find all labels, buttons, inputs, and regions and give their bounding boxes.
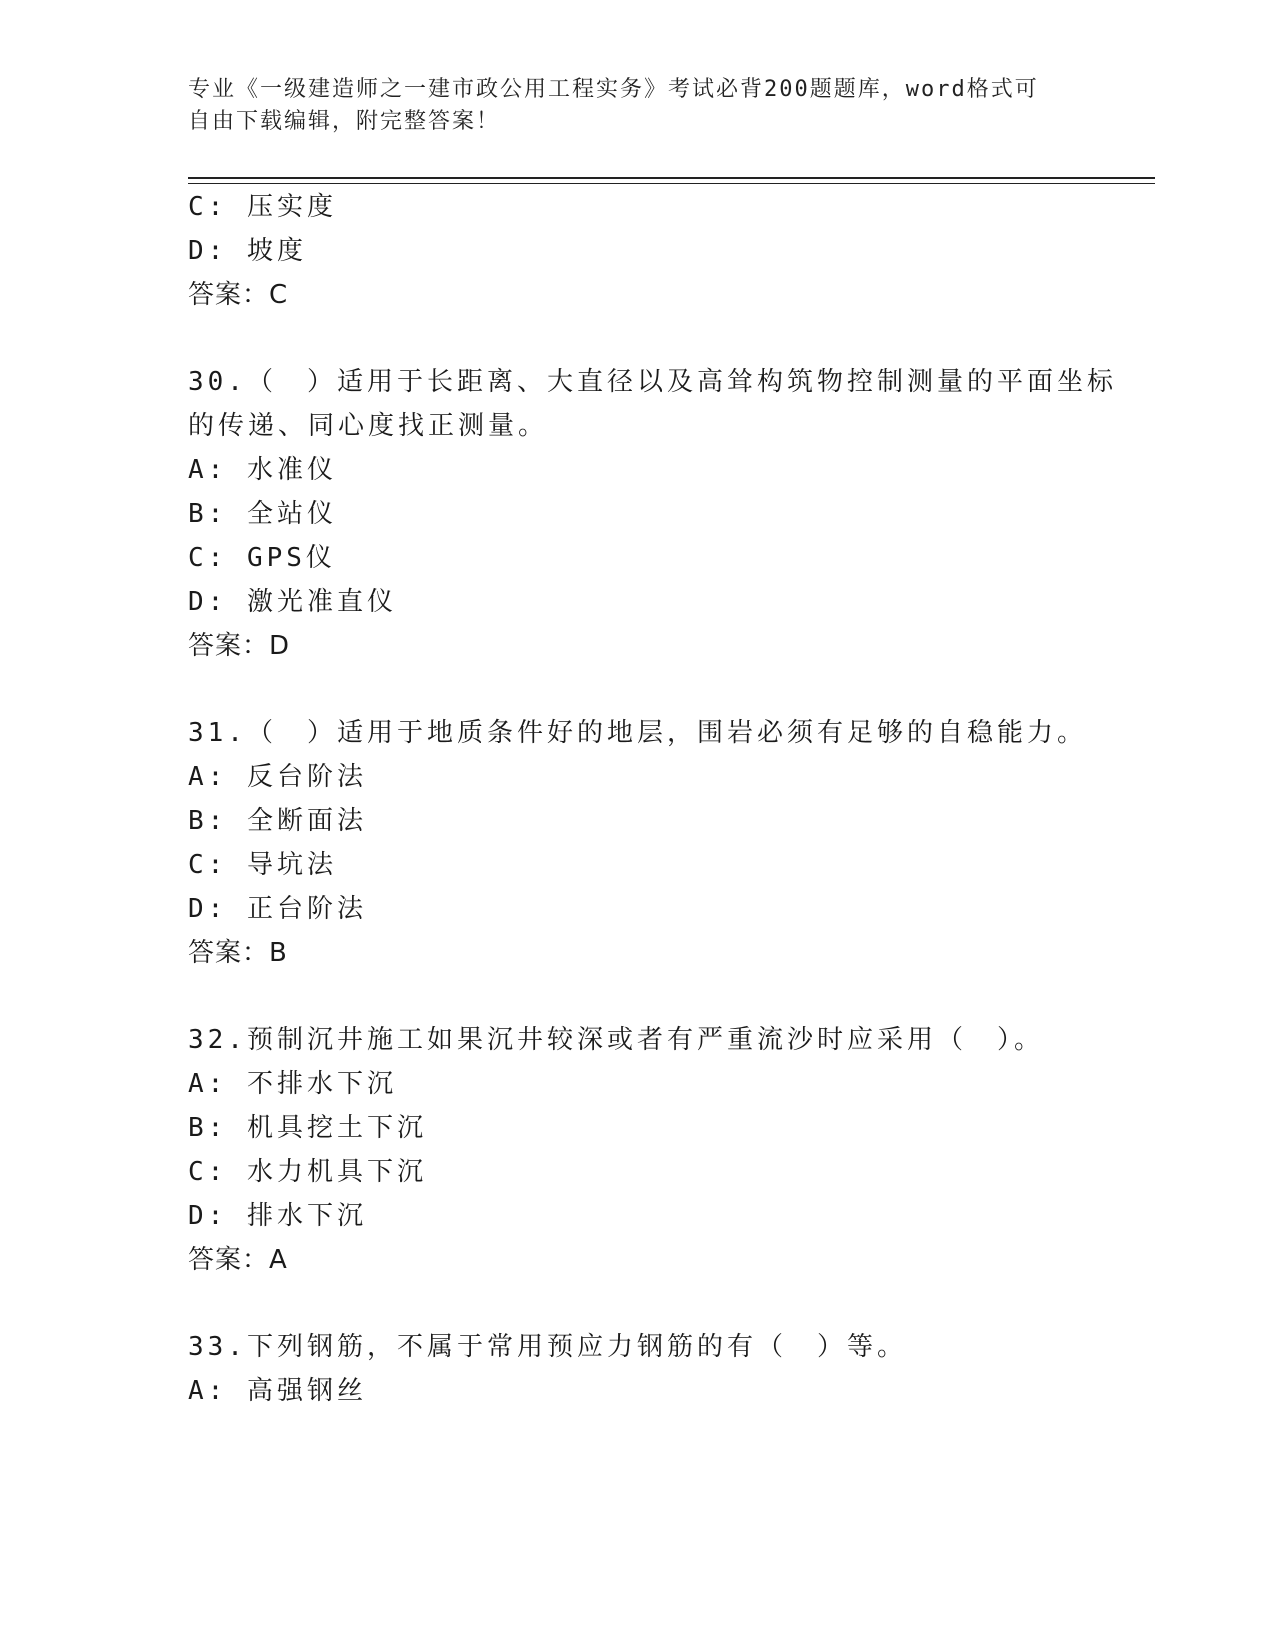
q31-stem-line-1: 31.（ ）适用于地质条件好的地层，围岩必须有足够的自稳能力。	[188, 718, 1087, 748]
q32-option-a: A: 不排水下沉	[188, 1069, 397, 1099]
q31-option-b: B: 全断面法	[188, 806, 367, 836]
q33-stem-line-1: 33.下列钢筋，不属于常用预应力钢筋的有（ ）等。	[188, 1332, 907, 1362]
q31-answer: 答案：B	[188, 938, 288, 968]
q32-option-d: D: 排水下沉	[188, 1201, 367, 1231]
document-header	[188, 74, 1088, 138]
q31-option-a: A: 反台阶法	[188, 762, 367, 792]
q30-stem-line-2: 的传递、同心度找正测量。	[188, 411, 549, 441]
q32-answer: 答案：A	[188, 1245, 288, 1275]
q30-option-c: C: GPS仪	[188, 543, 336, 573]
q33-option-a: A: 高强钢丝	[188, 1376, 367, 1406]
q32-option-b: B: 机具挖土下沉	[188, 1113, 427, 1143]
prev-answer: 答案：C	[188, 280, 289, 310]
header-divider-thin	[188, 183, 1155, 184]
q30-stem-line-1: 30.（ ）适用于长距离、大直径以及高耸构筑物控制测量的平面坐标	[188, 367, 1117, 397]
q31-option-d: D: 正台阶法	[188, 894, 367, 924]
header-line-2: 自由下载编辑，附完整答案！	[188, 109, 501, 134]
prev-option-c: C: 压实度	[188, 192, 337, 222]
header-line-1: 专业《一级建造师之一建市政公用工程实务》考试必背200题题库，word格式可	[188, 77, 1039, 102]
header-divider-thick	[188, 177, 1155, 179]
q30-answer: 答案：D	[188, 631, 291, 661]
q32-stem-line-1: 32.预制沉井施工如果沉井较深或者有严重流沙时应采用（ ）。	[188, 1025, 1044, 1055]
q32-option-c: C: 水力机具下沉	[188, 1157, 427, 1187]
prev-option-d: D: 坡度	[188, 236, 307, 266]
q31-option-c: C: 导坑法	[188, 850, 337, 880]
q30-option-a: A: 水准仪	[188, 455, 337, 485]
q30-option-d: D: 激光准直仪	[188, 587, 397, 617]
q30-option-b: B: 全站仪	[188, 499, 337, 529]
